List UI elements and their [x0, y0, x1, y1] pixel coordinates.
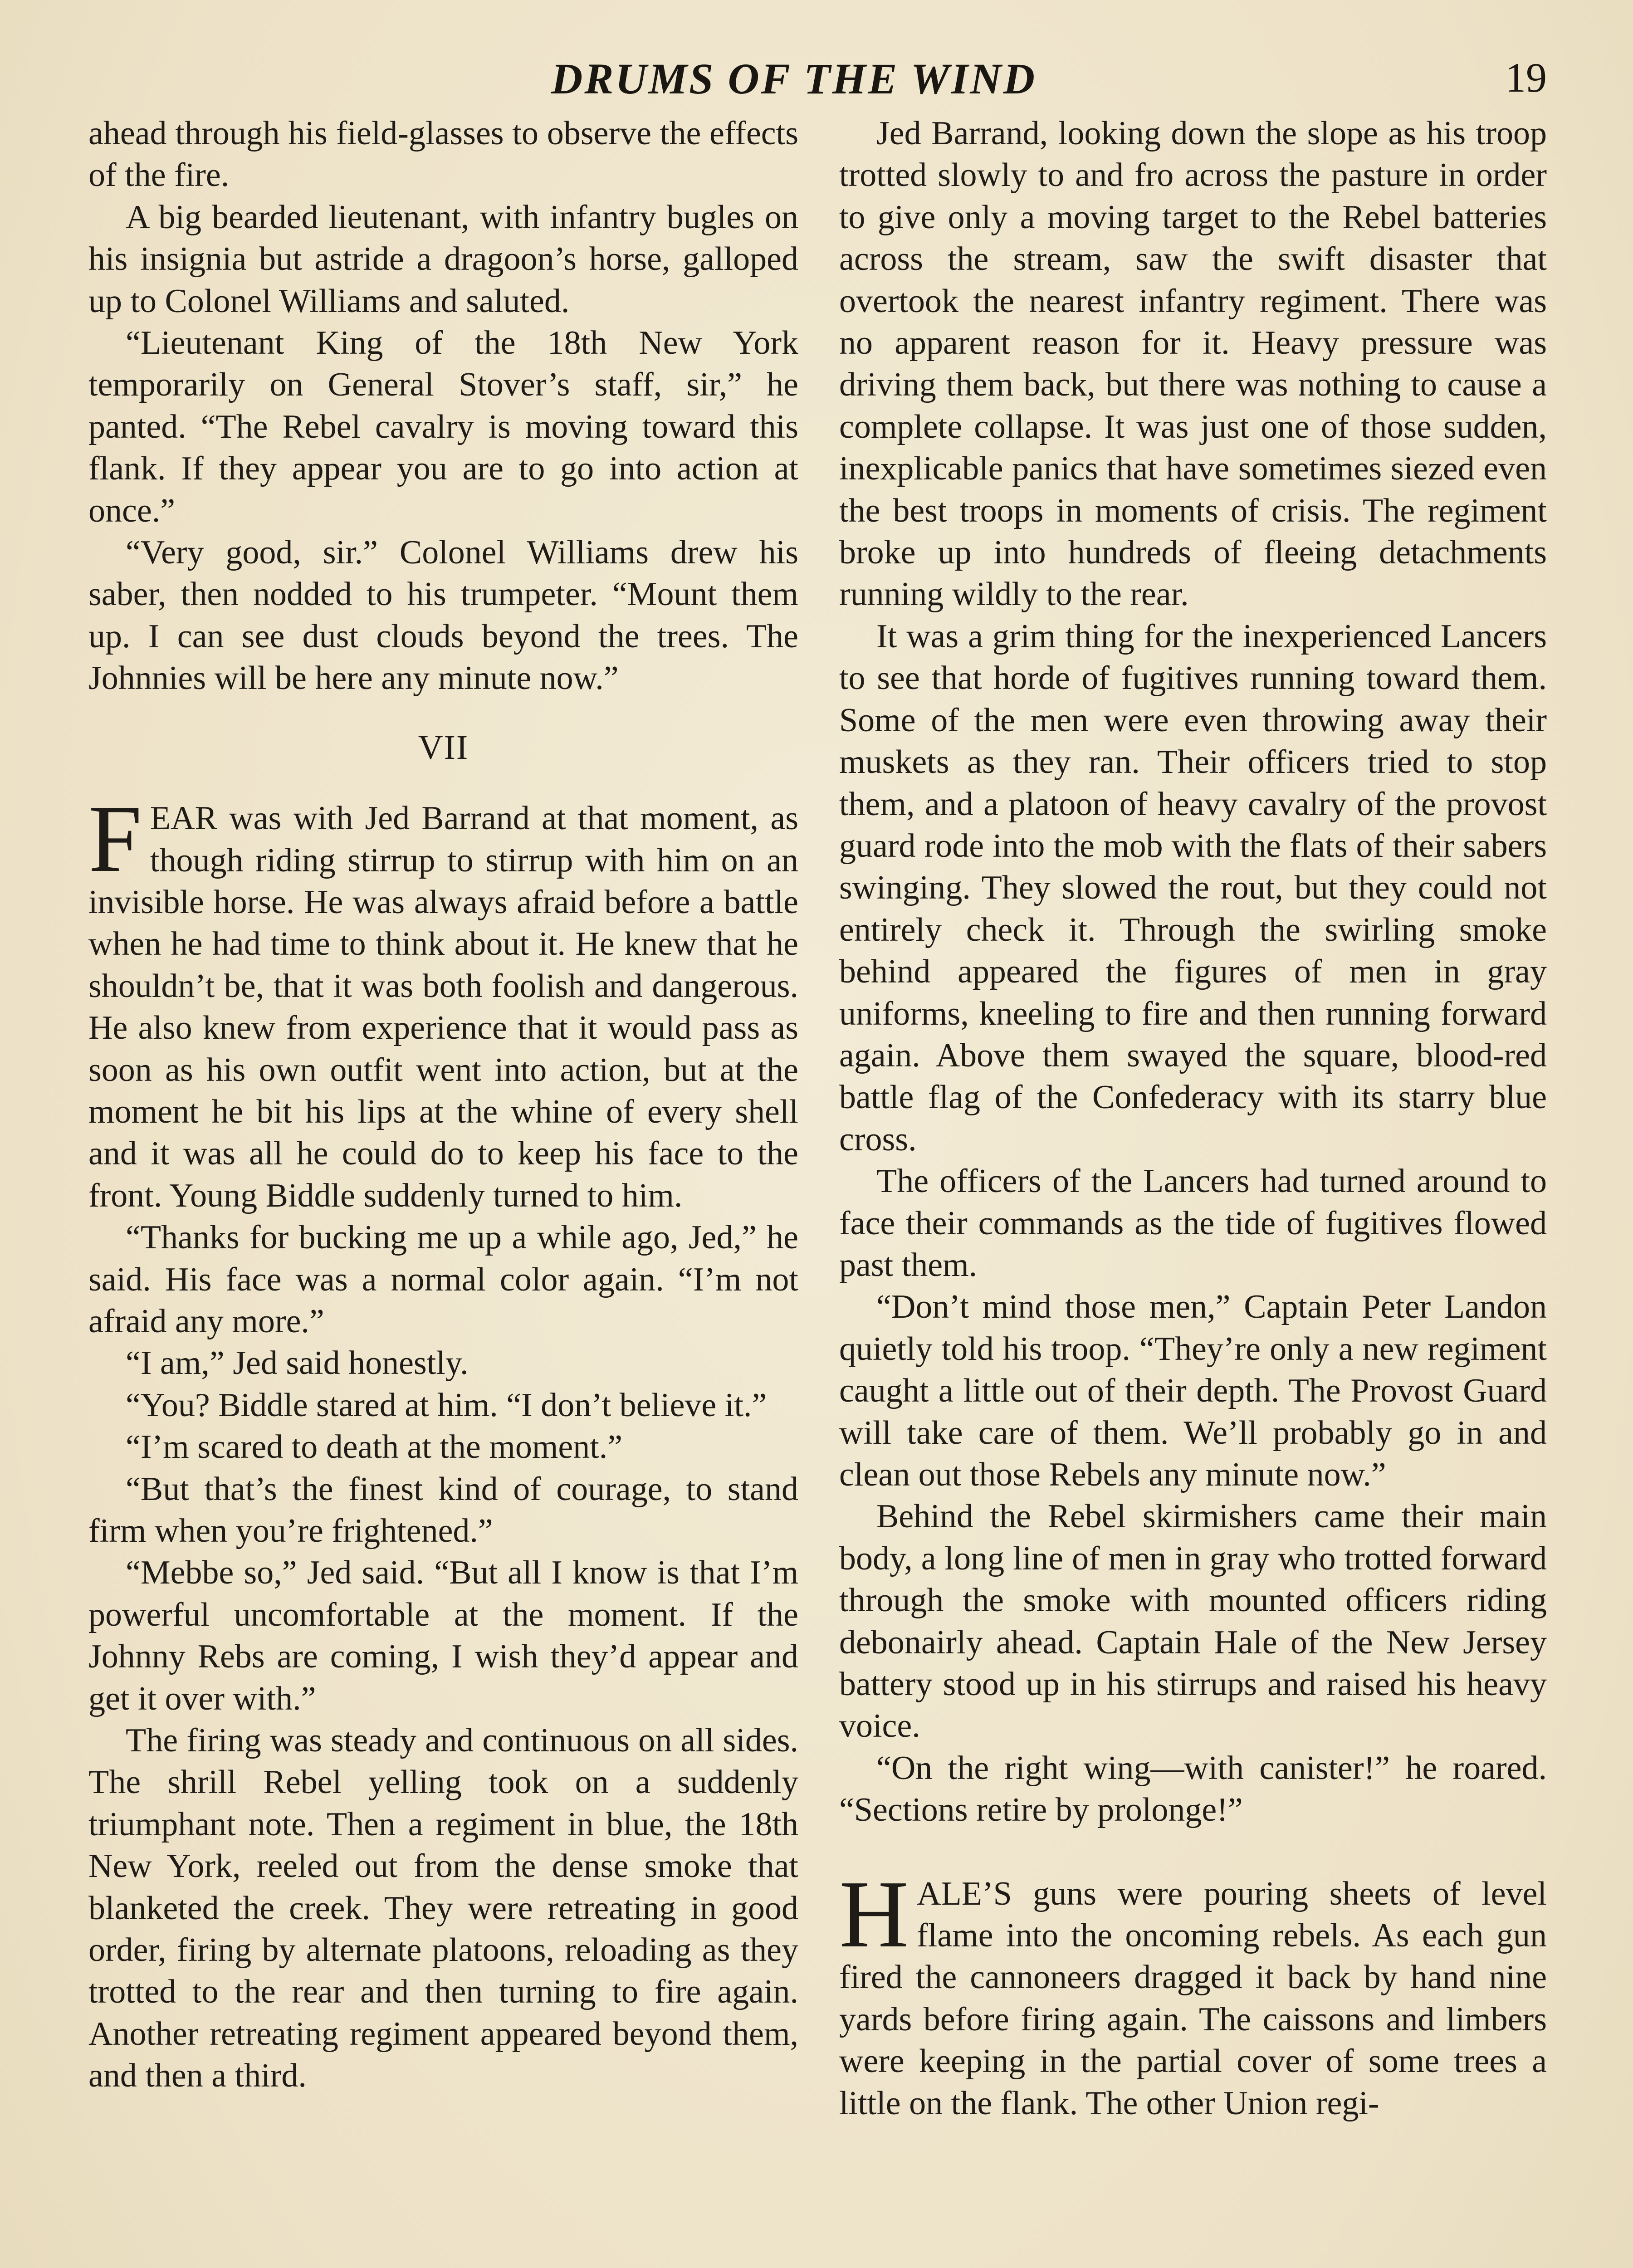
- paragraph: The officers of the Lancers had turned around to face their commands as the tide of fugitives flowed past them.: [839, 1163, 1547, 1284]
- left-column: [88, 112, 798, 2097]
- drop-cap: F: [88, 785, 142, 892]
- paragraph: The firing was steady and continuous on all sides. The shrill Rebel yelling took on a suddenly triumphant note. Then a regiment in blue, the 18th New York, reeled out from the dense smoke that blanketed the creek. They were retreating in good order, firing by alternate platoons, reloading as they trotted to the rear and then turning to fire again. Another retreating regiment appeared beyond them, and then a third.: [88, 1722, 798, 2095]
- drop-cap: H: [839, 1860, 909, 1967]
- paragraph: “Thanks for bucking me up a while ago, Jed,” he said. His face was a normal color again. “I’m not afraid any more.”: [88, 1219, 798, 1340]
- section-break: [839, 1831, 1547, 1873]
- right-column: [839, 112, 1547, 2124]
- drop-cap-paragraph: [88, 785, 798, 1217]
- paragraph: “But that’s the finest kind of courage, to stand firm when you’re frightened.”: [88, 1470, 798, 1549]
- paragraph: “Very good, sir.” Colonel Williams drew his saber, then nodded to his trumpeter. “Mount them up. I can see dust clouds beyond the trees. The Johnnies will be here any minute now.”: [88, 534, 798, 697]
- paragraph: Behind the Rebel skirmishers came their main body, a long line of men in gray who trotted forward through the smoke with mounted officers riding debonairly ahead. Captain Hale of the New Jersey battery stood up in his stirrups and raised his heavy voice.: [839, 1498, 1547, 1745]
- paragraph: “Mebbe so,” Jed said. “But all I know is that I’m powerful uncomfortable at the moment. If the Johnny Rebs are coming, I wish they’d appear and get it over with.”: [88, 1554, 798, 1717]
- paragraph: “You? Biddle stared at him. “I don’t believe it.”: [126, 1386, 767, 1424]
- paragraph: “I’m scared to death at the moment.”: [126, 1428, 623, 1466]
- paragraph: “Lieutenant King of the 18th New York temporarily on General Stover’s staff, sir,” he panted. “The Rebel cavalry is moving toward this flank. If they appear you are to go into action at once.”: [88, 324, 798, 529]
- page-number: 19: [1505, 54, 1547, 101]
- paragraph: A big bearded lieutenant, with infantry bugles on his insignia but astride a dragoon’s horse, galloped up to Colonel Williams and saluted.: [88, 198, 798, 320]
- drop-cap-paragraph: [839, 1860, 1547, 2124]
- paragraph: It was a grim thing for the inexperienced Lancers to see that horde of fugitives running toward them. Some of the men were even throwing away their muskets as they ran. Their officers tried to stop them, and a platoon of heavy cavalry of the provost guard rode into the mob with the flats of their sabers swinging. They slowed the rout, but they could not entirely check it. Through the swirling smoke behind appeared the figures of men in gray uniforms, kneeling to fire and then running forward again. Above them swayed the square, blood-red battle flag of the Confederacy with its starry blue cross.: [839, 617, 1547, 1158]
- running-title: DRUMS OF THE WIND: [551, 54, 1037, 103]
- paragraph: “Don’t mind those men,” Captain Peter Landon quietly told his troop. “They’re only a new regiment caught a little out of their depth. The Provost Guard will take care of them. We’ll probably go in and clean out those Rebels any minute now.”: [839, 1288, 1547, 1493]
- paragraph: ahead through his field-glasses to observe the effects of the fire.: [88, 115, 798, 194]
- page-header: [0, 54, 1633, 108]
- chapter-heading: VII: [418, 728, 469, 767]
- paragraph: “On the right wing—with canister!” he roared. “Sections retire by prolonge!”: [839, 1749, 1547, 1829]
- paragraph-text: EAR was with Jed Barrand at that moment, as though riding stirrup to stirrup with him on an invisible horse. He was always afraid before a battle when he had time to think about it. He knew that he shouldn’t be, that it was both foolish and dangerous. He also knew from experience that it would pass as soon as his own outfit went into action, but at the moment he bit his lips at the whine of every shell and it was all he could do to keep his face to the front. Young Biddle suddenly turned to him.: [88, 800, 798, 1214]
- paragraph: “I am,” Jed said honestly.: [126, 1344, 469, 1382]
- paragraph: Jed Barrand, looking down the slope as his troop trotted slowly to and fro across the pasture in order to give only a moving target to the Rebel batteries across the stream, saw the swift disaster that overtook the nearest infantry regiment. There was no apparent reason for it. Heavy pressure was driving them back, but there was nothing to cause a complete collapse. It was just one of those sudden, inexplicable panics that have sometimes siezed even the best troops in moments of crisis. The regiment broke up into hundreds of fleeing detachments running wildly to the rear.: [839, 115, 1547, 613]
- paragraph-text: ALE’S guns were pouring sheets of level flame into the oncoming rebels. As each gun fired the cannoneers dragged it back by hand nine yards before firing again. The caissons and limbers were keeping in the partial cover of some trees a little on the flank. The other Union regi-: [839, 1875, 1547, 2122]
